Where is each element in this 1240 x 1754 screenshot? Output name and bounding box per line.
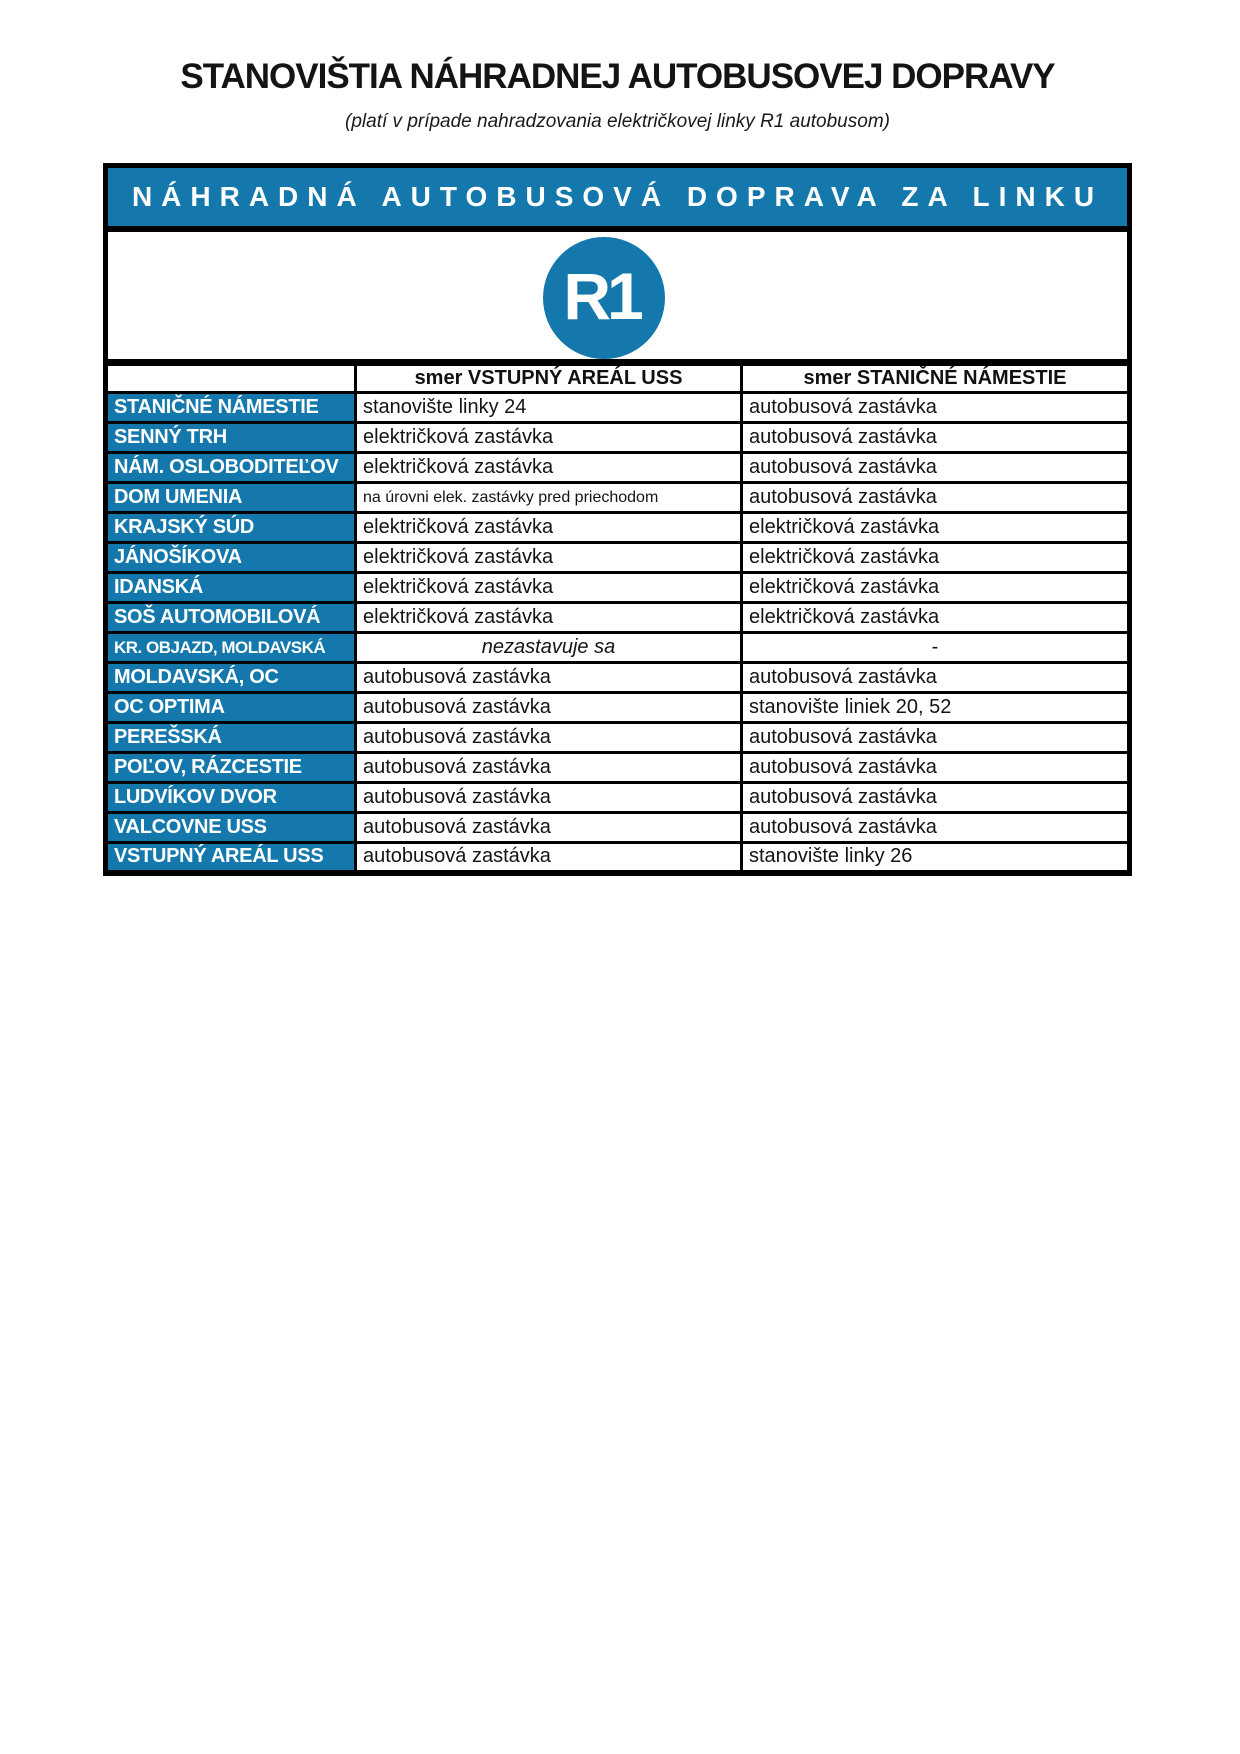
stop-row <box>106 513 1130 543</box>
direction-vstupny-cell: autobusová zastávka <box>356 813 742 843</box>
direction-stanicne-cell: stanovište linky 26 <box>742 843 1130 873</box>
line-r1-badge-label: R1 <box>563 259 640 333</box>
direction-vstupny-cell: stanovište linky 24 <box>356 393 742 423</box>
stop-row <box>106 723 1130 753</box>
stop-name-cell: KRAJSKÝ SÚD <box>106 513 356 543</box>
direction-stanicne-cell: električková zastávka <box>742 543 1130 573</box>
banner-heading: NÁHRADNÁ AUTOBUSOVÁ DOPRAVA ZA LINKU <box>103 163 1132 232</box>
stop-row <box>106 483 1130 513</box>
stop-name-cell: IDANSKÁ <box>106 573 356 603</box>
stop-column-header <box>106 363 356 393</box>
direction-vstupny-cell: električková zastávka <box>356 543 742 573</box>
table-header-row <box>106 363 1130 393</box>
direction-stanicne-cell: električková zastávka <box>742 513 1130 543</box>
direction-vstupny-cell: autobusová zastávka <box>356 753 742 783</box>
direction-vstupny-cell: autobusová zastávka <box>356 693 742 723</box>
stop-name-cell: STANIČNÉ NÁMESTIE <box>106 393 356 423</box>
notice-document <box>103 0 1132 876</box>
direction-stanicne-cell: autobusová zastávka <box>742 723 1130 753</box>
stop-row <box>106 453 1130 483</box>
stop-name-cell: VSTUPNÝ AREÁL USS <box>106 843 356 873</box>
direction-vstupny-cell: električková zastávka <box>356 573 742 603</box>
stop-row <box>106 543 1130 573</box>
stop-row <box>106 393 1130 423</box>
direction-stanicne-cell: autobusová zastávka <box>742 453 1130 483</box>
direction-stanicne-cell: autobusová zastávka <box>742 813 1130 843</box>
direction-vstupny-cell: na úrovni elek. zastávky pred priechodom <box>356 483 742 513</box>
line-r1-badge-icon <box>543 237 665 359</box>
stop-name-cell: NÁM. OSLOBODITEĽOV <box>106 453 356 483</box>
stop-row <box>106 693 1130 723</box>
line-logo-area <box>103 232 1132 359</box>
direction-stanicne-cell: autobusová zastávka <box>742 483 1130 513</box>
stop-row <box>106 663 1130 693</box>
stop-row <box>106 813 1130 843</box>
replacement-stops-table <box>103 359 1132 876</box>
direction-vstupny-cell: električková zastávka <box>356 453 742 483</box>
stop-row <box>106 843 1130 873</box>
stop-row <box>106 603 1130 633</box>
direction-vstupny-cell: autobusová zastávka <box>356 843 742 873</box>
direction-vstupny-cell: autobusová zastávka <box>356 663 742 693</box>
direction-stanicne-header: smer STANIČNÉ NÁMESTIE <box>742 363 1130 393</box>
direction-vstupny-cell: električková zastávka <box>356 423 742 453</box>
direction-stanicne-cell: - <box>742 633 1130 663</box>
direction-vstupny-cell: električková zastávka <box>356 603 742 633</box>
direction-stanicne-cell: stanovište liniek 20, 52 <box>742 693 1130 723</box>
direction-stanicne-cell: autobusová zastávka <box>742 423 1130 453</box>
notice-board <box>103 163 1132 876</box>
direction-stanicne-cell: autobusová zastávka <box>742 393 1130 423</box>
stop-row <box>106 423 1130 453</box>
direction-vstupny-cell: autobusová zastávka <box>356 783 742 813</box>
direction-vstupny-cell: autobusová zastávka <box>356 723 742 753</box>
stop-name-cell: SENNÝ TRH <box>106 423 356 453</box>
direction-vstupny-cell: električková zastávka <box>356 513 742 543</box>
direction-stanicne-cell: autobusová zastávka <box>742 663 1130 693</box>
stop-name-cell: POĽOV, RÁZCESTIE <box>106 753 356 783</box>
direction-vstupny-header: smer VSTUPNÝ AREÁL USS <box>356 363 742 393</box>
stop-name-cell: DOM UMENIA <box>106 483 356 513</box>
stop-name-cell: KR. OBJAZD, MOLDAVSKÁ <box>106 633 356 663</box>
direction-stanicne-cell: električková zastávka <box>742 573 1130 603</box>
direction-stanicne-cell: električková zastávka <box>742 603 1130 633</box>
stop-name-cell: OC OPTIMA <box>106 693 356 723</box>
stop-row <box>106 753 1130 783</box>
stop-name-cell: JÁNOŠÍKOVA <box>106 543 356 573</box>
direction-vstupny-cell: nezastavuje sa <box>356 633 742 663</box>
stop-row <box>106 573 1130 603</box>
stop-name-cell: MOLDAVSKÁ, OC <box>106 663 356 693</box>
stop-name-cell: LUDVÍKOV DVOR <box>106 783 356 813</box>
stop-name-cell: SOŠ AUTOMOBILOVÁ <box>106 603 356 633</box>
stop-row <box>106 783 1130 813</box>
stop-name-cell: VALCOVNE USS <box>106 813 356 843</box>
page-subtitle: (platí v prípade nahradzovania električkovej linky R1 autobusom) <box>345 111 890 132</box>
stop-name-cell: PEREŠSKÁ <box>106 723 356 753</box>
direction-stanicne-cell: autobusová zastávka <box>742 783 1130 813</box>
page-title: STANOVIŠTIA NÁHRADNEJ AUTOBUSOVEJ DOPRAVY <box>180 57 1055 96</box>
stop-row <box>106 633 1130 663</box>
direction-stanicne-cell: autobusová zastávka <box>742 753 1130 783</box>
